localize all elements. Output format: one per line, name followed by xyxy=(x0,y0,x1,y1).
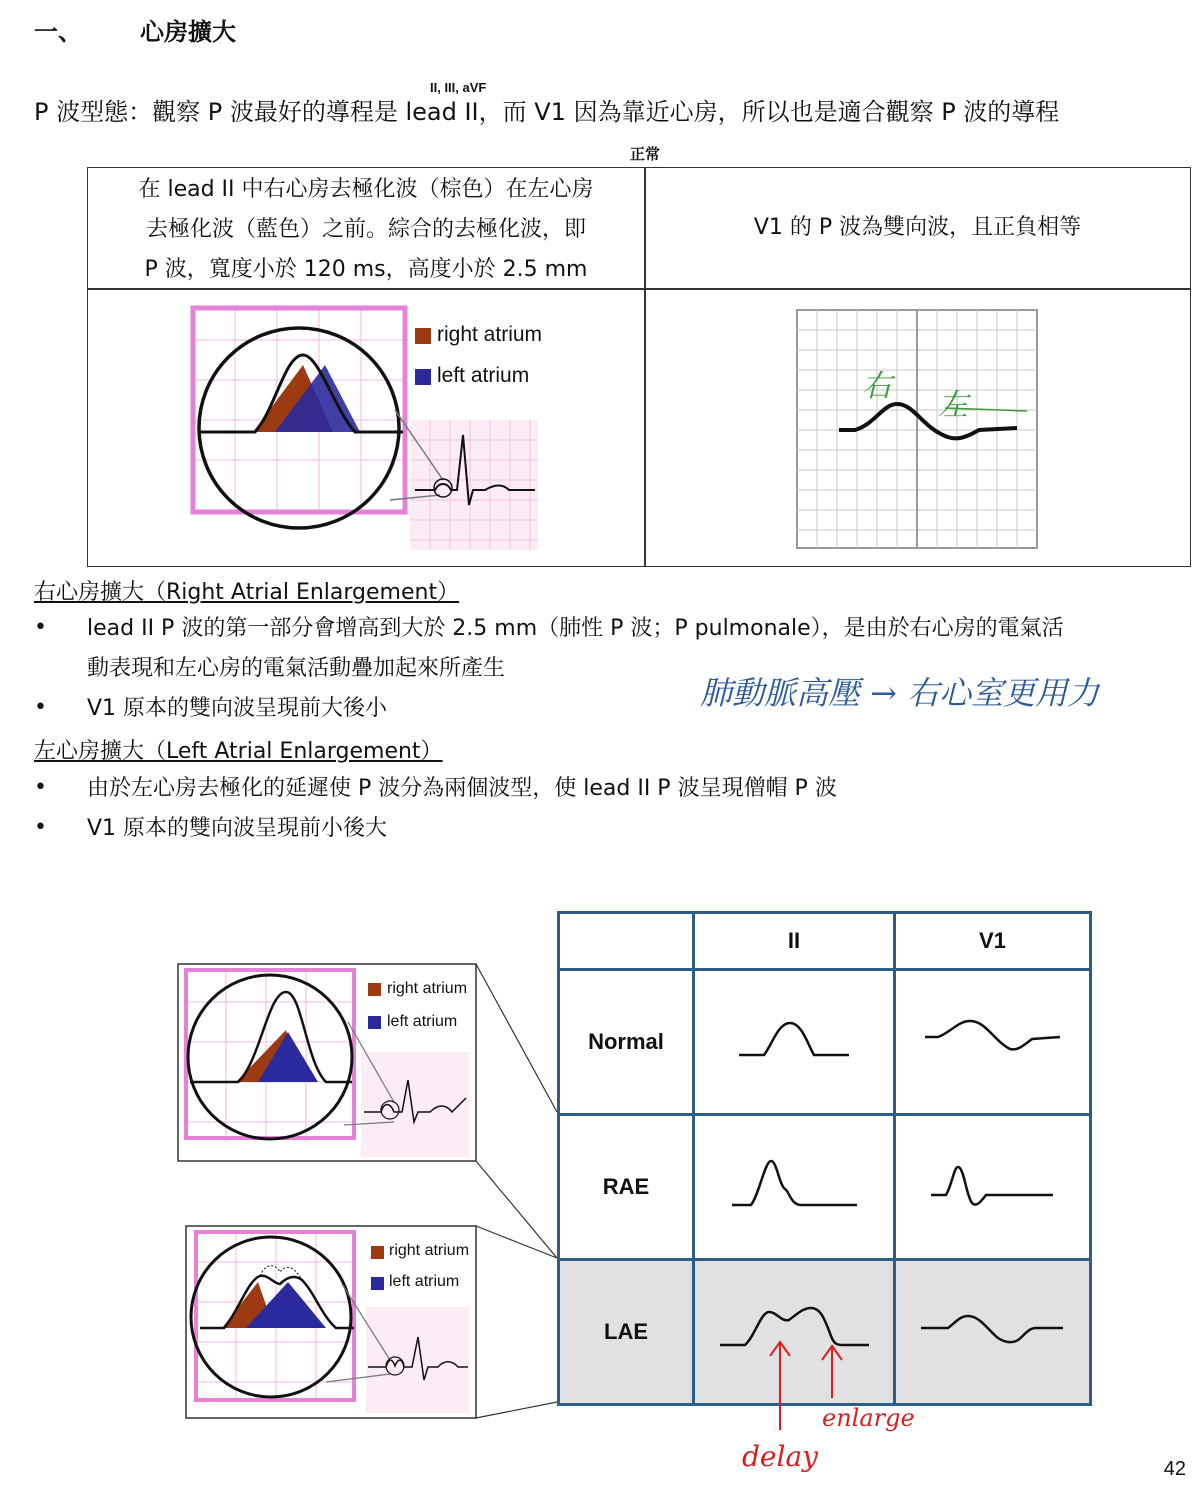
table-corner-cell xyxy=(559,913,694,970)
rae-bullet-2: V1 原本的雙向波呈現前大後小 xyxy=(87,696,388,721)
ecg-grid-bg xyxy=(410,420,538,550)
rae-legend-right-atrium: right atrium xyxy=(387,980,468,997)
legend-right-atrium: right atrium xyxy=(437,323,543,346)
enlarge-label: enlarge xyxy=(822,1404,915,1432)
connector-line xyxy=(476,1402,557,1418)
rae-v1-cell xyxy=(895,1115,1091,1260)
bullet: • xyxy=(34,775,47,800)
normal-v1-wave xyxy=(920,1015,1065,1065)
rae-title: 右心房擴大（Right Atrial Enlargement） xyxy=(34,580,460,605)
legend-left-atrium: left atrium xyxy=(437,364,530,387)
lae-v1-wave xyxy=(918,1300,1068,1360)
legend-swatch-left xyxy=(415,369,431,385)
lae-legend-right-atrium: right atrium xyxy=(389,1242,470,1259)
section-number: 一、 xyxy=(34,18,82,46)
table-row-normal xyxy=(559,970,1091,1115)
enlargement-figures xyxy=(176,962,561,1422)
lead-ii-description: 在 lead II 中右心房去極化波（棕色）在左心房 去極化波（藍色）之前。綜合的去極化波，即 P 波，寬度小於 120 ms，高度小於 2.5 mm xyxy=(138,177,594,282)
bullet: • xyxy=(34,815,47,840)
lae-legend-left-atrium: left atrium xyxy=(389,1273,460,1290)
p-wave-comparison-table xyxy=(557,911,1092,1406)
normal-v1-cell xyxy=(895,970,1091,1115)
lae-title: 左心房擴大（Left Atrial Enlargement） xyxy=(34,739,443,764)
delay-label: delay xyxy=(742,1440,818,1473)
rae-ii-cell xyxy=(694,1115,895,1260)
connector-line xyxy=(476,1226,557,1258)
connector-line xyxy=(476,964,557,1112)
handwriting-left: 左 xyxy=(938,388,968,423)
lae-ecg-bg xyxy=(366,1307,469,1413)
rae-ii-wave xyxy=(729,1155,859,1215)
row-label-normal: Normal xyxy=(559,970,694,1115)
v1-p-wave-figure xyxy=(795,308,1040,550)
section-heading xyxy=(34,12,236,47)
rae-legend-left-atrium: left atrium xyxy=(387,1013,458,1030)
lae-bullet-1: 由於左心房去極化的延遲使 P 波分為兩個波型，使 lead II P 波呈現僧帽 P 波 xyxy=(87,776,837,801)
rae-v1-wave xyxy=(928,1155,1058,1215)
rae-bullet-1: lead II P 波的第一部分會增高到大於 2.5 mm（肺性 P 波；P pulmonale），是由於右心房的電氣活 動表現和左心房的電氣活動疊加起來所產生 xyxy=(87,616,1064,681)
lae-legend-swatch-right xyxy=(371,1246,384,1259)
handwriting-note: 肺動脈高壓 → 右心室更用力 xyxy=(700,674,1100,712)
rae-ecg-bg xyxy=(361,1052,469,1157)
row-label-rae: RAE xyxy=(559,1115,694,1260)
page-number: 42 xyxy=(1163,1458,1186,1480)
connector-line xyxy=(476,1161,557,1258)
normal-label: 正常 xyxy=(630,146,661,163)
col-header-ii: II xyxy=(694,913,895,970)
table-header-row xyxy=(559,913,1091,970)
lead-annotation: II, III, aVF xyxy=(430,80,487,95)
lae-bullet-2: V1 原本的雙向波呈現前小後大 xyxy=(87,816,388,841)
rae-legend-swatch-left xyxy=(368,1016,381,1029)
legend-swatch-right xyxy=(415,328,431,344)
lae-legend-swatch-left xyxy=(371,1277,384,1290)
lae-v1-cell xyxy=(895,1260,1091,1405)
normal-ii-cell xyxy=(694,970,895,1115)
table-row-rae xyxy=(559,1115,1091,1260)
handwriting-right: 右 xyxy=(862,369,892,404)
rae-legend-swatch-right xyxy=(368,983,381,996)
intro-text: P 波型態：觀察 P 波最好的導程是 lead II，而 V1 因為靠近心房，所以也是適合觀察 P 波的導程 xyxy=(34,98,1060,126)
bullet: • xyxy=(34,615,47,640)
v1-description: V1 的 P 波為雙向波，且正負相等 xyxy=(753,215,1082,240)
normal-ii-wave xyxy=(734,1015,854,1065)
bullet: • xyxy=(34,695,47,720)
row-label-lae: LAE xyxy=(559,1260,694,1405)
col-header-v1: V1 xyxy=(895,913,1091,970)
section-title: 心房擴大 xyxy=(140,18,236,46)
